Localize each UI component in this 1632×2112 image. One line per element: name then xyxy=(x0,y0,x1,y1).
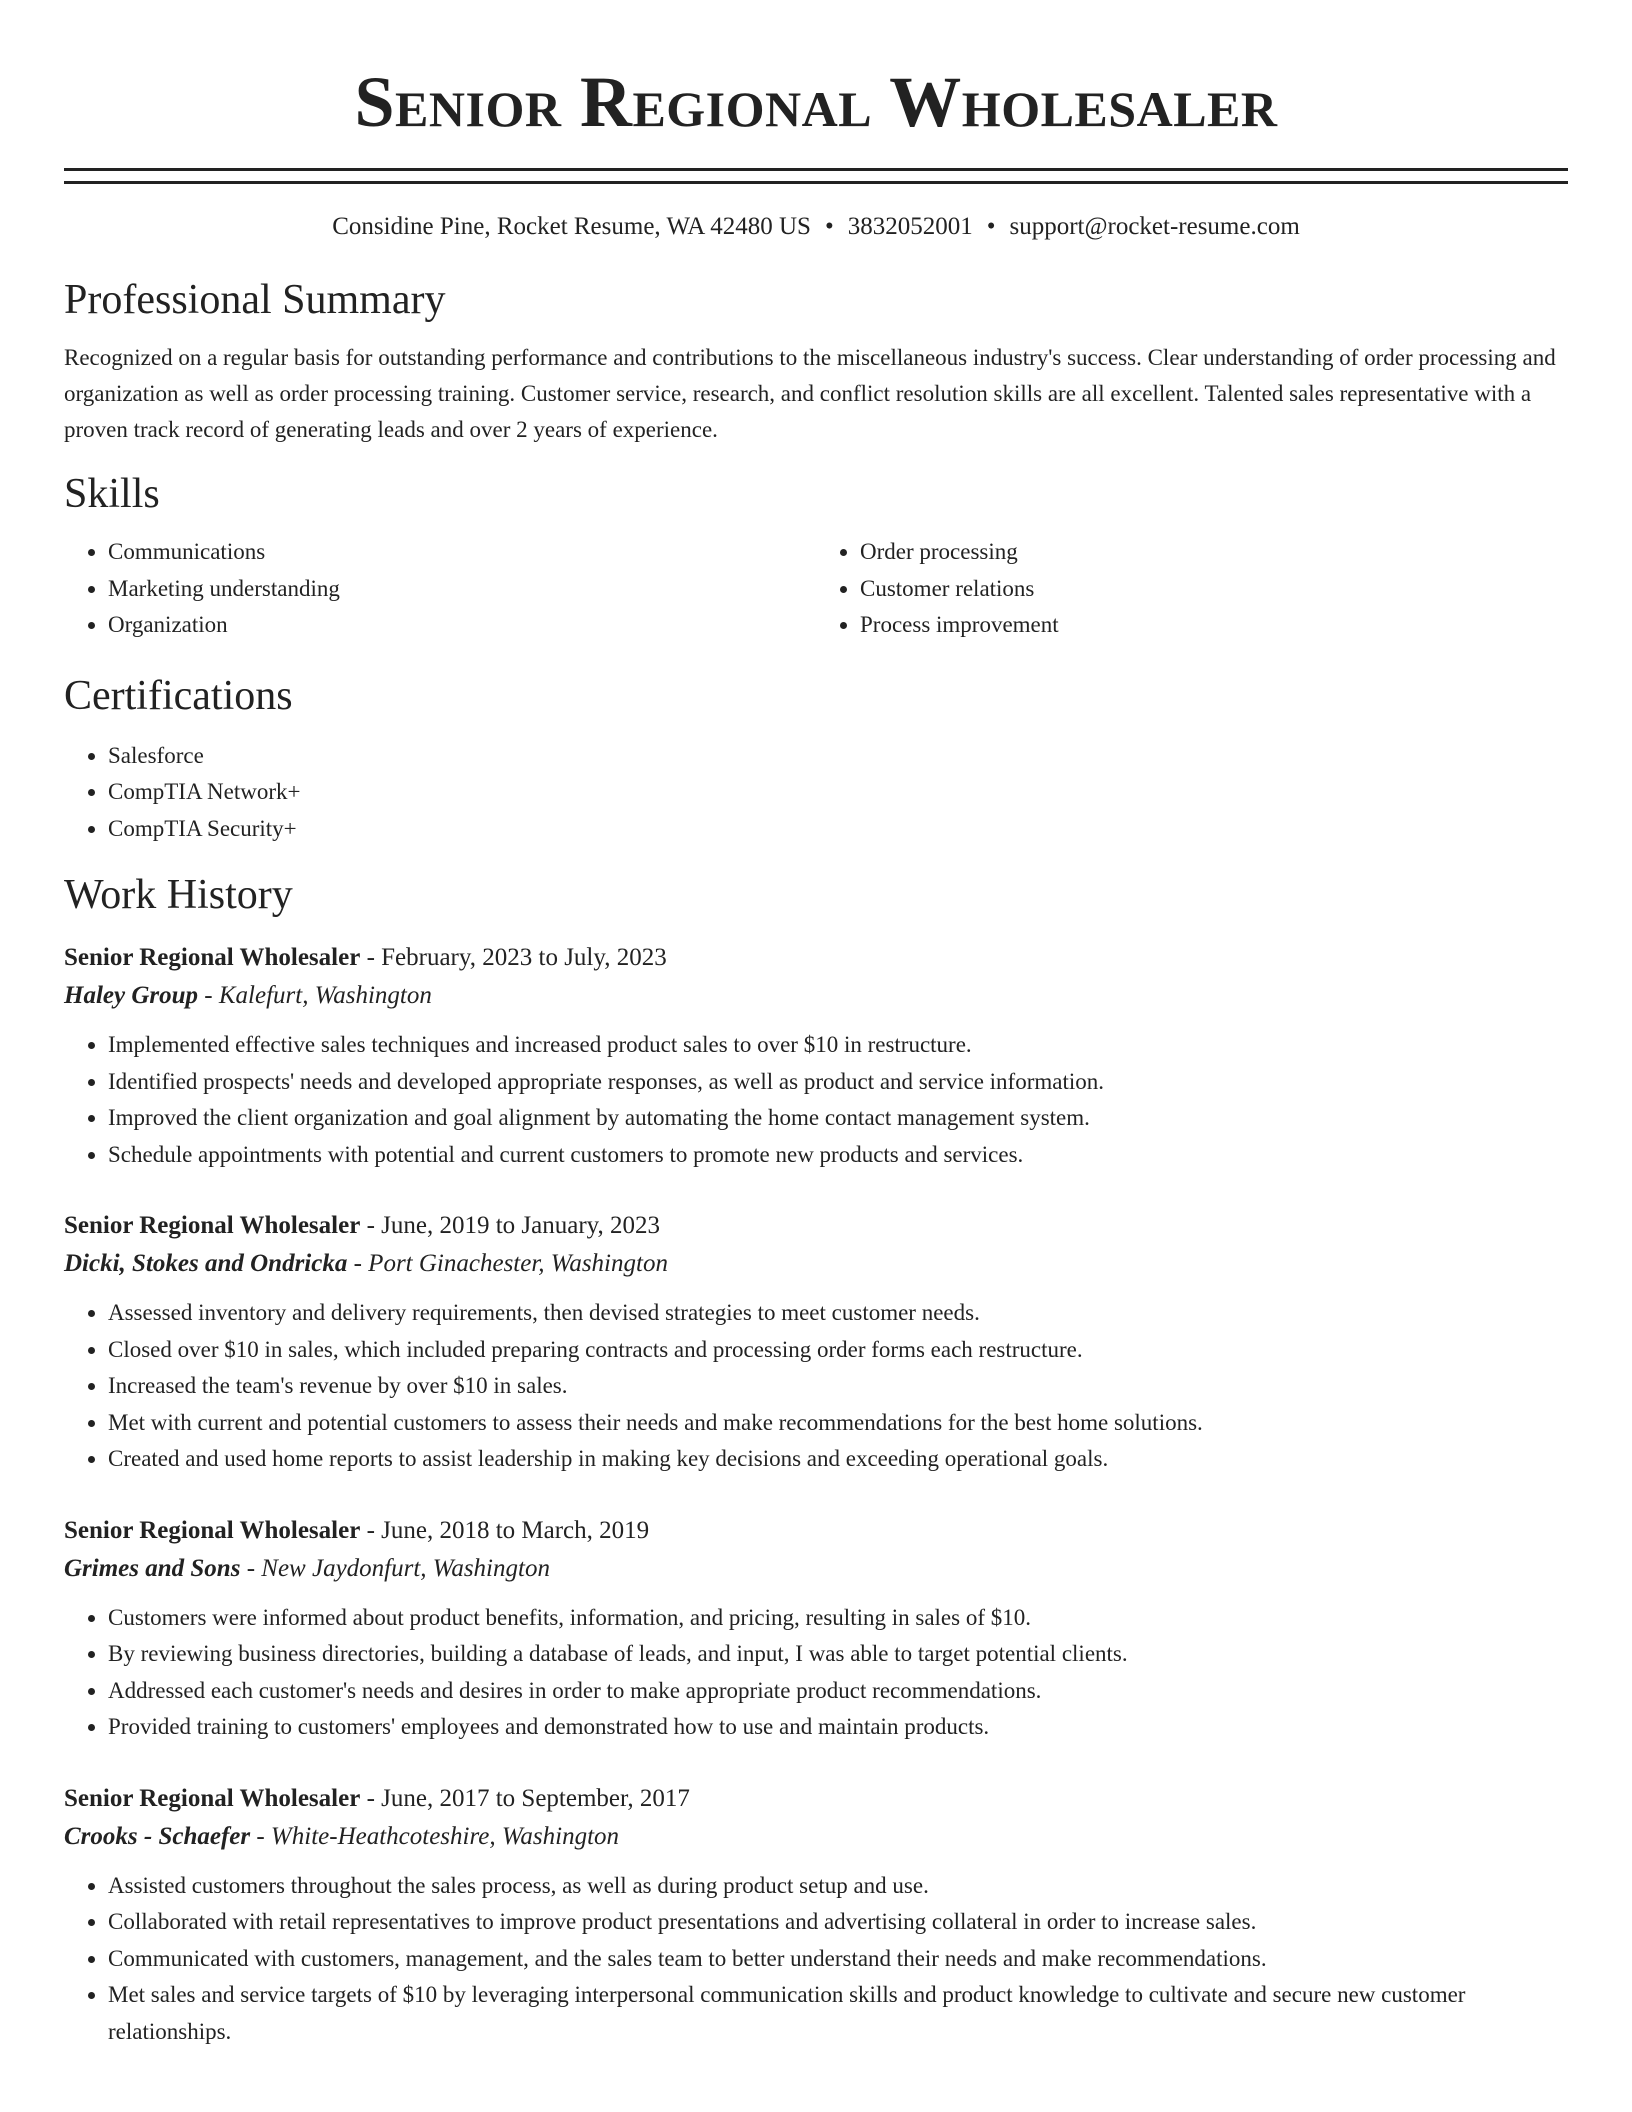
job-role: Senior Regional Wholesaler xyxy=(64,1212,361,1239)
contact-separator: • xyxy=(986,213,996,240)
skill-item: • Organization xyxy=(108,607,816,644)
job-company: Crooks - Schaefer xyxy=(64,1822,251,1850)
job-bullets xyxy=(64,1868,1568,2051)
job-entry xyxy=(64,1207,1568,1478)
job-bullet: • Addressed each customer's needs and desires in order to make appropriate product recommendations. xyxy=(108,1673,1568,1710)
job-bullet: • Implemented effective sales techniques and increased product sales to over $10 in restructure. xyxy=(108,1027,1568,1064)
job-bullet: • Communicated with customers, management, and the sales team to better understand their needs and make recommendations. xyxy=(108,1941,1568,1978)
job-title-line xyxy=(64,1207,1568,1245)
skill-item: • Communications xyxy=(108,534,816,571)
job-bullet: • Customers were informed about product benefits, information, and pricing, resulting in sales of $10. xyxy=(108,1600,1568,1637)
work-history-heading: Work History xyxy=(64,872,293,918)
certifications-list xyxy=(64,738,1568,848)
summary-heading: Professional Summary xyxy=(64,277,446,323)
job-company: Dicki, Stokes and Ondricka xyxy=(64,1250,348,1277)
contact-address: Considine Pine, Rocket Resume, WA 42480 US xyxy=(332,213,811,240)
title-double-rule xyxy=(64,168,1568,184)
job-bullet: • Created and used home reports to assist leadership in making key decisions and exceeding operational goals. xyxy=(108,1441,1568,1478)
job-dates: - June, 2018 to March, 2019 xyxy=(360,1516,650,1544)
skills-columns xyxy=(64,534,1568,644)
job-company-line xyxy=(64,1550,1568,1588)
skills-heading: Skills xyxy=(64,471,160,517)
job-company: Haley Group xyxy=(64,982,199,1009)
job-entry xyxy=(64,1780,1568,2051)
skills-list-right xyxy=(816,534,1568,644)
skill-item: • Process improvement xyxy=(860,607,1568,644)
job-dates: - February, 2023 to July, 2023 xyxy=(360,944,667,971)
summary-text: Recognized on a regular basis for outstanding performance and contributions to the miscellaneous industry's success. Clear understanding of order processing and organization as well as order processing training. Customer service, research, and conflict resolution skills are all excellent. Talented sales representative with a proven track record of generating leads and over 2 years of experience. xyxy=(64,345,1556,442)
contact-separator: • xyxy=(824,213,834,240)
job-bullet: • Closed over $10 in sales, which included preparing contracts and processing order forms each restructure. xyxy=(108,1332,1568,1369)
job-bullet: • Improved the client organization and goal alignment by automating the home contact management system. xyxy=(108,1100,1568,1137)
job-location: - Port Ginachester, Washington xyxy=(347,1250,668,1277)
skills-list-left xyxy=(64,534,816,644)
job-entry xyxy=(64,939,1568,1173)
certification-item: • Salesforce xyxy=(108,738,1568,775)
resume-title: Senior Regional Wholesaler xyxy=(354,62,1278,142)
job-bullets xyxy=(64,1600,1568,1746)
job-dates: - June, 2019 to January, 2023 xyxy=(360,1212,661,1239)
job-bullet: • Assisted customers throughout the sales process, as well as during product setup and use. xyxy=(108,1868,1568,1905)
contact-email[interactable]: support@rocket-resume.com xyxy=(1009,213,1300,240)
certification-item: • CompTIA Network+ xyxy=(108,774,1568,811)
job-entry xyxy=(64,1512,1568,1746)
job-location: - Kalefurt, Washington xyxy=(198,982,432,1009)
job-role: Senior Regional Wholesaler xyxy=(64,1784,361,1812)
job-role: Senior Regional Wholesaler xyxy=(64,944,361,971)
job-bullets xyxy=(64,1295,1568,1478)
job-location: - New Jaydonfurt, Washington xyxy=(240,1554,550,1582)
job-bullet: • Identified prospects' needs and developed appropriate responses, as well as product and service information. xyxy=(108,1064,1568,1101)
job-bullet: • Schedule appointments with potential and current customers to promote new products and services. xyxy=(108,1137,1568,1174)
job-bullet: • Provided training to customers' employees and demonstrated how to use and maintain products. xyxy=(108,1709,1568,1746)
job-bullet: • Increased the team's revenue by over $10 in sales. xyxy=(108,1368,1568,1405)
job-company-line xyxy=(64,977,1568,1015)
job-bullets xyxy=(64,1027,1568,1173)
job-company-line xyxy=(64,1245,1568,1283)
job-bullet: • Collaborated with retail representatives to improve product presentations and advertising collateral in order to increase sales. xyxy=(108,1904,1568,1941)
job-bullet: • Met sales and service targets of $10 by leveraging interpersonal communication skills and product knowledge to cultivate and secure new customer relationships. xyxy=(108,1977,1568,2050)
job-dates: - June, 2017 to September, 2017 xyxy=(360,1784,690,1812)
job-company-line xyxy=(64,1818,1568,1856)
certification-item: • CompTIA Security+ xyxy=(108,811,1568,848)
job-bullet: • Assessed inventory and delivery requirements, then devised strategies to meet customer needs. xyxy=(108,1295,1568,1332)
job-title-line xyxy=(64,1780,1568,1818)
job-bullet: • By reviewing business directories, building a database of leads, and input, I was able to target potential clients. xyxy=(108,1636,1568,1673)
job-location: - White-Heathcoteshire, Washington xyxy=(250,1822,620,1850)
job-title-line xyxy=(64,939,1568,977)
job-role: Senior Regional Wholesaler xyxy=(64,1516,361,1544)
contact-phone[interactable]: 3832052001 xyxy=(847,213,973,240)
job-title-line xyxy=(64,1512,1568,1550)
contact-line xyxy=(64,210,1568,244)
skill-item: • Customer relations xyxy=(860,571,1568,608)
skill-item: • Marketing understanding xyxy=(108,571,816,608)
certifications-heading: Certifications xyxy=(64,672,293,719)
job-bullet: • Met with current and potential customers to assess their needs and make recommendations for the best home solutions. xyxy=(108,1405,1568,1442)
skill-item: • Order processing xyxy=(860,534,1568,571)
job-company: Grimes and Sons xyxy=(64,1554,241,1582)
